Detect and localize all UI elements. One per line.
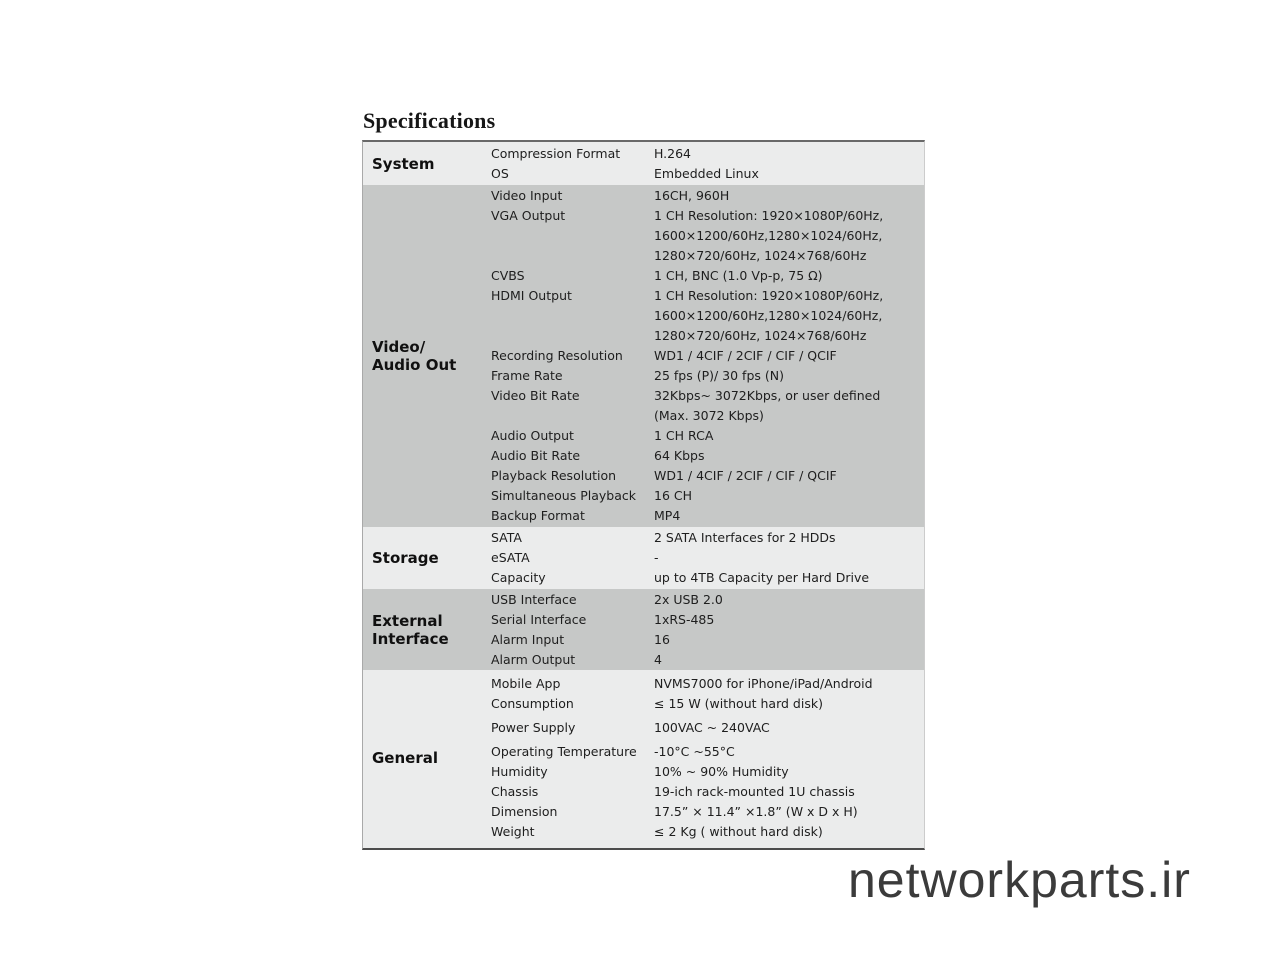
page-title: Specifications: [363, 108, 496, 133]
spec-value-line: 16: [654, 632, 670, 647]
spec-value: [654, 386, 924, 426]
spec-value-line: -: [654, 550, 659, 565]
spec-property: Video Input: [491, 188, 563, 203]
spec-row: [491, 366, 924, 386]
spec-property: Playback Resolution: [491, 468, 617, 483]
spec-row: [491, 286, 924, 346]
spec-property: Video Bit Rate: [491, 388, 580, 403]
spec-value-line: 64 Kbps: [654, 448, 705, 463]
spec-property: Simultaneous Playback: [491, 488, 636, 503]
spec-value-line: up to 4TB Capacity per Hard Drive: [654, 570, 870, 585]
spec-value-line: WD1 / 4CIF / 2CIF / CIF / QCIF: [654, 348, 837, 363]
spec-value-line: 1280×720/60Hz, 1024×768/60Hz: [654, 328, 867, 343]
spec-row: [491, 426, 924, 446]
spec-value-line: MP4: [654, 508, 681, 523]
section-rows: [491, 144, 924, 184]
spec-row: [491, 742, 924, 762]
spec-value: [654, 630, 924, 650]
spec-property: HDMI Output: [491, 288, 572, 303]
spec-row: [491, 822, 924, 842]
spec-property: USB Interface: [491, 592, 577, 607]
spec-property: OS: [491, 166, 509, 181]
section-label: [363, 590, 491, 670]
spec-value: [654, 718, 924, 738]
spec-value: [654, 186, 924, 206]
spec-row: [491, 762, 924, 782]
spec-value: [654, 426, 924, 446]
spec-value-line: 1600×1200/60Hz,1280×1024/60Hz,: [654, 308, 883, 323]
watermark-logo: networkparts.ir: [848, 852, 1191, 908]
spec-section: [363, 142, 924, 185]
spec-value-line: -10°C ~55°C: [654, 744, 735, 759]
spec-row: [491, 610, 924, 630]
spec-row: [491, 206, 924, 266]
spec-value-line: 17.5” × 11.4” ×1.8” (W x D x H): [654, 804, 858, 819]
spec-value-line: 32Kbps~ 3072Kbps, or user defined: [654, 388, 881, 403]
spec-value: [654, 366, 924, 386]
spec-row: [491, 144, 924, 164]
spec-value-line: 1 CH, BNC (1.0 Vp-p, 75 Ω): [654, 268, 823, 283]
spec-property: Humidity: [491, 764, 548, 779]
spec-property: Alarm Input: [491, 632, 565, 647]
spec-value-line: 1 CH Resolution: 1920×1080P/60Hz,: [654, 288, 884, 303]
spec-property: Operating Temperature: [491, 744, 637, 759]
section-label: [363, 674, 491, 842]
spec-property: Audio Output: [491, 428, 574, 443]
section-label-line: External: [372, 612, 443, 630]
section-label-line: Interface: [372, 630, 449, 648]
spec-property: Recording Resolution: [491, 348, 623, 363]
spec-row: [491, 528, 924, 548]
spec-value-line: 2x USB 2.0: [654, 592, 723, 607]
spec-property: Weight: [491, 824, 535, 839]
spec-row: [491, 674, 924, 694]
spec-value-line: 25 fps (P)/ 30 fps (N): [654, 368, 784, 383]
spec-property: Dimension: [491, 804, 558, 819]
spec-value-line: 16CH, 960H: [654, 188, 730, 203]
spec-value: [654, 144, 924, 164]
spec-row: [491, 506, 924, 526]
spec-value: [654, 762, 924, 782]
spec-section: [363, 589, 924, 670]
spec-property: CVBS: [491, 268, 525, 283]
section-label: [363, 528, 491, 588]
spec-value-line: 10% ~ 90% Humidity: [654, 764, 789, 779]
spec-value: [654, 694, 924, 714]
spec-value-line: 1 CH RCA: [654, 428, 714, 443]
spec-value-line: 1 CH Resolution: 1920×1080P/60Hz,: [654, 208, 884, 223]
spec-property: eSATA: [491, 550, 530, 565]
spec-value: [654, 266, 924, 286]
spec-property: Serial Interface: [491, 612, 587, 627]
spec-value-line: NVMS7000 for iPhone/iPad/Android: [654, 676, 873, 691]
spec-property: Audio Bit Rate: [491, 448, 581, 463]
section-label-line: Storage: [372, 549, 439, 567]
section-label-line: Audio Out: [372, 356, 457, 374]
spec-property: Alarm Output: [491, 652, 576, 667]
spec-value-line: 1280×720/60Hz, 1024×768/60Hz: [654, 248, 867, 263]
spec-property: Mobile App: [491, 676, 561, 691]
spec-property: Backup Format: [491, 508, 585, 523]
spec-property: Consumption: [491, 696, 574, 711]
spec-row: [491, 548, 924, 568]
spec-row: [491, 266, 924, 286]
spec-row: [491, 164, 924, 184]
spec-row: [491, 386, 924, 426]
spec-section: [363, 670, 924, 848]
spec-section: [363, 527, 924, 589]
spec-row: [491, 186, 924, 206]
spec-value: [654, 822, 924, 842]
spec-row: [491, 346, 924, 366]
spec-value-line: ≤ 2 Kg ( without hard disk): [654, 824, 823, 839]
spec-value: [654, 650, 924, 670]
section-rows: [491, 674, 924, 842]
section-rows: [491, 186, 924, 526]
spec-value: [654, 568, 924, 588]
spec-property: Power Supply: [491, 720, 576, 735]
spec-row: [491, 568, 924, 588]
spec-value: [654, 206, 924, 266]
spec-value: [654, 610, 924, 630]
spec-row: [491, 466, 924, 486]
section-label: [363, 186, 491, 526]
spec-value-line: 4: [654, 652, 662, 667]
spec-row: [491, 694, 924, 714]
spec-value: [654, 466, 924, 486]
spec-value: [654, 742, 924, 762]
section-label-line: System: [372, 155, 435, 173]
spec-value: [654, 286, 924, 346]
spec-value-line: 16 CH: [654, 488, 693, 503]
spec-value: [654, 674, 924, 694]
spec-value: [654, 782, 924, 802]
spec-value: [654, 548, 924, 568]
spec-property: Frame Rate: [491, 368, 563, 383]
spec-value: [654, 346, 924, 366]
spec-section: [363, 185, 924, 527]
spec-value: [654, 486, 924, 506]
spec-value-line: 19-ich rack-mounted 1U chassis: [654, 784, 855, 799]
spec-property: Capacity: [491, 570, 546, 585]
spec-value-line: ≤ 15 W (without hard disk): [654, 696, 823, 711]
spec-value: [654, 164, 924, 184]
spec-value-line: 2 SATA Interfaces for 2 HDDs: [654, 530, 836, 545]
spec-row: [491, 486, 924, 506]
spec-property: Compression Format: [491, 146, 621, 161]
spec-value-line: 1xRS-485: [654, 612, 715, 627]
spec-property: SATA: [491, 530, 522, 545]
spec-value-line: 1600×1200/60Hz,1280×1024/60Hz,: [654, 228, 883, 243]
spec-row: [491, 802, 924, 822]
spec-value: [654, 446, 924, 466]
spec-value-line: WD1 / 4CIF / 2CIF / CIF / QCIF: [654, 468, 837, 483]
spec-value: [654, 528, 924, 548]
spec-table: [362, 140, 925, 850]
spec-row: [491, 446, 924, 466]
spec-row: [491, 718, 924, 738]
spec-row: [491, 782, 924, 802]
spec-value: [654, 506, 924, 526]
section-label-line: General: [372, 749, 438, 767]
section-label-line: Video/: [372, 338, 426, 356]
section-rows: [491, 528, 924, 588]
spec-property: Chassis: [491, 784, 539, 799]
spec-row: [491, 650, 924, 670]
spec-value-line: Embedded Linux: [654, 166, 759, 181]
spec-value: [654, 802, 924, 822]
spec-value: [654, 590, 924, 610]
spec-row: [491, 630, 924, 650]
spec-value-line: 100VAC ~ 240VAC: [654, 720, 770, 735]
spec-property: VGA Output: [491, 208, 566, 223]
spec-value-line: (Max. 3072 Kbps): [654, 408, 764, 423]
section-label: [363, 144, 491, 184]
spec-value-line: H.264: [654, 146, 692, 161]
section-rows: [491, 590, 924, 670]
spec-row: [491, 590, 924, 610]
